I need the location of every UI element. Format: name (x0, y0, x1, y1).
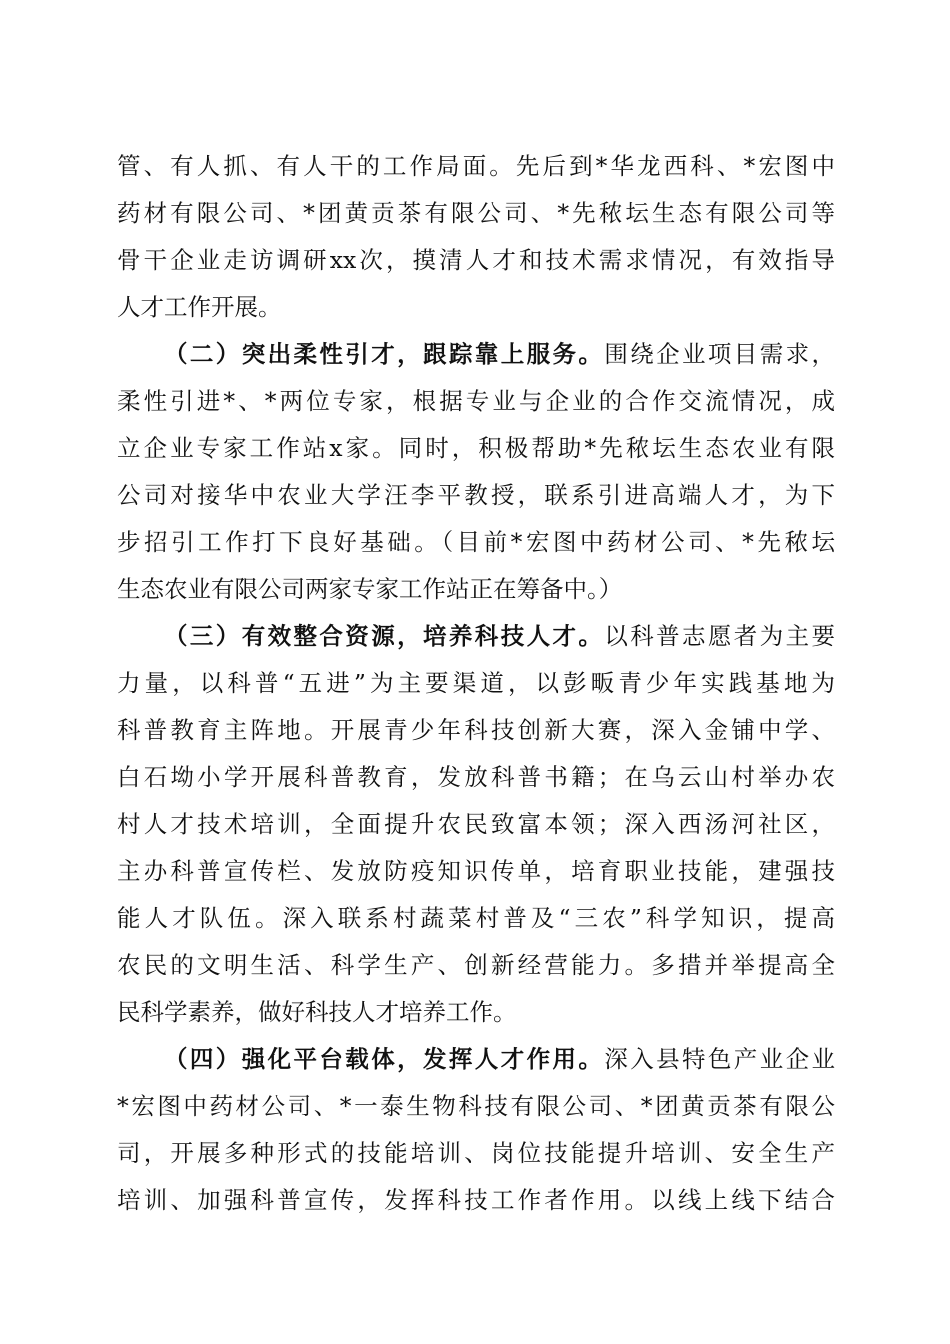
text-line: 人才工作开展。 (117, 293, 282, 321)
paragraph-2 (117, 331, 835, 613)
section-heading-2: （二）突出柔性引才，跟踪靠上服务。 (164, 340, 605, 368)
section-heading-3: （三）有效整合资源，培养科技人才。 (164, 622, 605, 650)
text-line: 主办科普宣传栏、发放防疫知识传单，培育职业技能，建强技 (117, 857, 835, 885)
text-line: 民科学素养，做好科技人才培养工作。 (117, 998, 517, 1026)
paragraph-1 (117, 143, 835, 331)
text-run: 以科普志愿者为主要 (604, 622, 836, 650)
text-line: 药材有限公司、*团黄贡茶有限公司、*先秾坛生态有限公司等 (117, 199, 835, 227)
document-body (117, 143, 835, 1224)
paragraph-3 (117, 613, 835, 1036)
text-line (117, 331, 835, 378)
text-line: *宏图中药材公司、*一泰生物科技有限公司、*团黄贡茶有限公 (117, 1092, 835, 1120)
text-line: 科普教育主阵地。开展青少年科技创新大赛，深入金铺中学、 (117, 716, 835, 744)
text-line: 生态农业有限公司两家专家工作站正在筹备中。） (117, 575, 623, 603)
text-line: 力量，以科普“五进”为主要渠道，以彭畈青少年实践基地为 (117, 669, 835, 697)
text-run: 围绕企业项目需求， (604, 340, 836, 368)
text-line: 立企业专家工作站x家。同时，积极帮助*先秾坛生态农业有限 (117, 434, 835, 462)
text-line: 公司对接华中农业大学汪李平教授，联系引进高端人才，为下 (117, 481, 835, 509)
text-line: 农民的文明生活、科学生产、创新经营能力。多措并举提高全 (117, 951, 835, 979)
text-line: 骨干企业走访调研xx次，摸清人才和技术需求情况，有效指导 (117, 246, 835, 274)
text-line (117, 613, 835, 660)
text-line: 柔性引进*、*两位专家，根据专业与企业的合作交流情况，成 (117, 387, 835, 415)
paragraph-4 (117, 1036, 835, 1224)
text-line: 管、有人抓、有人干的工作局面。先后到*华龙西科、*宏图中 (117, 152, 835, 180)
text-line: 能人才队伍。深入联系村蔬菜村普及“三农”科学知识，提高 (117, 904, 835, 932)
text-line (117, 1036, 835, 1083)
text-run: 深入县特色产业企业 (604, 1045, 836, 1073)
text-line: 村人才技术培训，全面提升农民致富本领；深入西汤河社区， (117, 810, 835, 838)
text-line: 白石坳小学开展科普教育，发放科普书籍；在乌云山村举办农 (117, 763, 835, 791)
text-line: 步招引工作打下良好基础。（目前*宏图中药材公司、*先秾坛 (117, 528, 835, 556)
text-line: 司，开展多种形式的技能培训、岗位技能提升培训、安全生产 (117, 1139, 835, 1167)
section-heading-4: （四）强化平台载体，发挥人才作用。 (164, 1045, 605, 1073)
text-line: 培训、加强科普宣传，发挥科技工作者作用。以线上线下结合 (117, 1186, 835, 1214)
